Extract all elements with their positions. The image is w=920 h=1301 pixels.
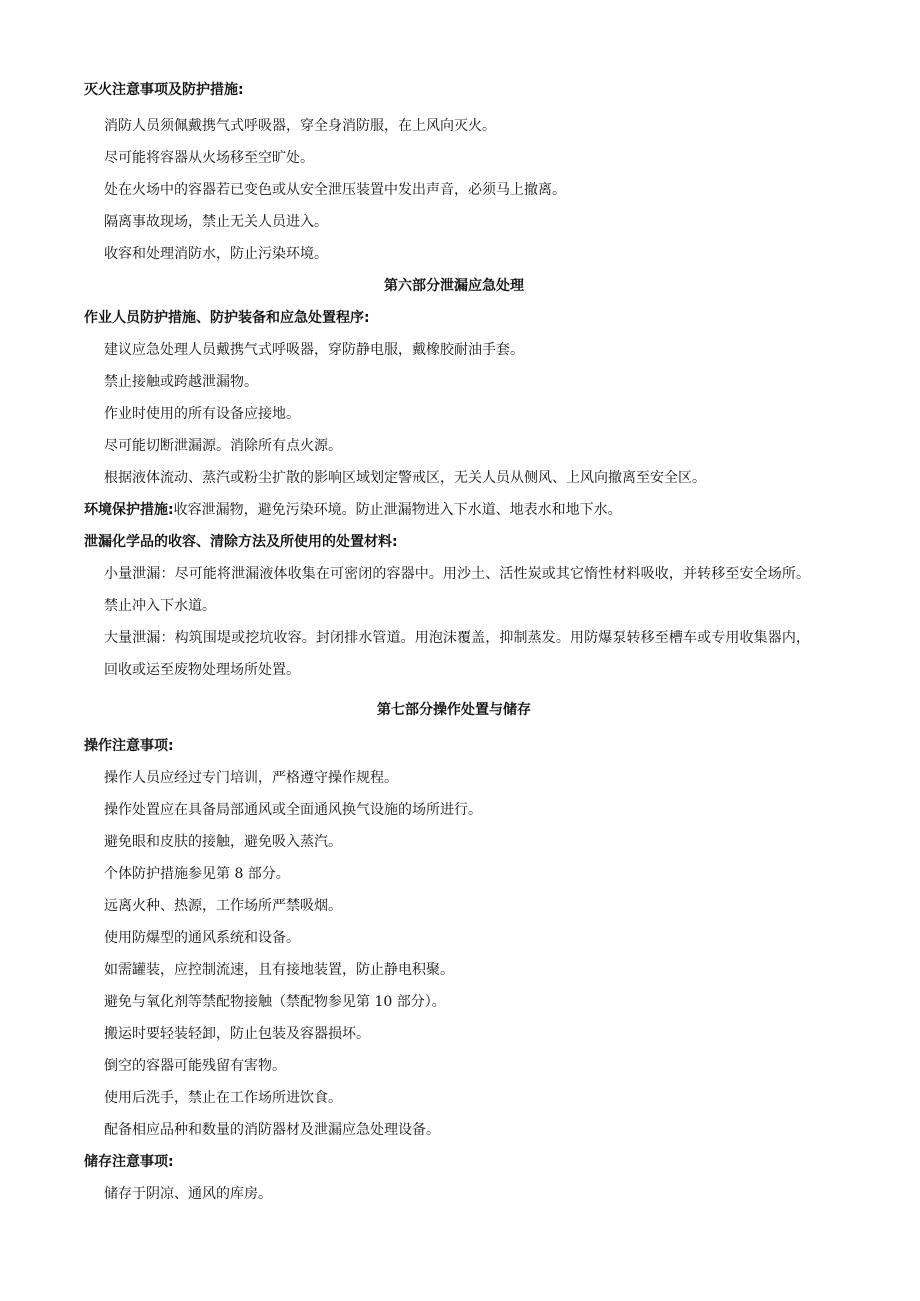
small-spill-paragraph: 小量泄漏：尽可能将泄漏液体收集在可密闭的容器中。用沙土、活性炭或其它惰性材料吸收，并转移至安全场所。禁止冲入下水道。 — [104, 566, 810, 614]
personnel-item: 根据液体流动、蒸汽或粉尘扩散的影响区域划定警戒区，无关人员从侧风、上风向撤离至安全区。 — [104, 470, 706, 486]
operation-item: 个体防护措施参见第 8 部分。 — [104, 866, 290, 882]
storage-precautions-heading: 储存注意事项: — [84, 1154, 174, 1170]
operation-item: 操作人员应经过专门培训，严格遵守操作规程。 — [104, 770, 398, 786]
environment-protection-label: 环境保护措施: — [84, 502, 174, 518]
fire-item: 处在火场中的容器若已变色或从安全泄压装置中发出声音，必须马上撤离。 — [104, 182, 566, 198]
environment-protection — [84, 494, 824, 526]
large-spill-paragraph: 大量泄漏：构筑围堤或挖坑收容。封闭排水管道。用泡沫覆盖，抑制蒸发。用防爆泵转移至槽车或专用收集器内，回收或运至废物处理场所处置。 — [104, 630, 810, 678]
operation-item: 远离火种、热源，工作场所严禁吸烟。 — [104, 898, 342, 914]
operation-item: 如需罐装，应控制流速，且有接地装置，防止静电积聚。 — [104, 962, 454, 978]
fire-precautions-heading: 灭火注意事项及防护措施: — [84, 82, 244, 98]
cleanup-methods-heading: 泄漏化学品的收容、清除方法及所使用的处置材料: — [84, 534, 398, 550]
operation-item: 避免眼和皮肤的接触，避免吸入蒸汽。 — [104, 834, 342, 850]
personnel-item: 建议应急处理人员戴携气式呼吸器，穿防静电服，戴橡胶耐油手套。 — [104, 342, 524, 358]
operation-item: 搬运时要轻装轻卸，防止包装及容器损坏。 — [104, 1026, 370, 1042]
storage-item: 储存于阴凉、通风的库房。 — [104, 1186, 272, 1202]
environment-protection-text: 收容泄漏物，避免污染环境。防止泄漏物进入下水道、地表水和地下水。 — [173, 502, 622, 518]
operation-item: 倒空的容器可能残留有害物。 — [104, 1058, 286, 1074]
operation-item: 避免与氧化剂等禁配物接触（禁配物参见第 10 部分）。 — [104, 994, 446, 1010]
operation-item: 配备相应品种和数量的消防器材及泄漏应急处理设备。 — [104, 1122, 440, 1138]
personnel-protection-heading: 作业人员防护措施、防护装备和应急处置程序: — [84, 310, 370, 326]
operation-precautions-heading: 操作注意事项: — [84, 738, 174, 754]
fire-item: 收容和处理消防水，防止污染环境。 — [104, 246, 328, 262]
operation-item: 使用防爆型的通风系统和设备。 — [104, 930, 300, 946]
fire-item: 消防人员须佩戴携气式呼吸器，穿全身消防服，在上风向灭火。 — [104, 118, 496, 134]
personnel-item: 作业时使用的所有设备应接地。 — [104, 406, 300, 422]
personnel-item: 尽可能切断泄漏源。消除所有点火源。 — [104, 438, 342, 454]
personnel-item: 禁止接触或跨越泄漏物。 — [104, 374, 258, 390]
operation-item: 操作处置应在具备局部通风或全面通风换气设施的场所进行。 — [104, 802, 482, 818]
operation-item: 使用后洗手，禁止在工作场所进饮食。 — [104, 1090, 342, 1106]
document-page — [84, 74, 824, 1210]
section-6-title: 第六部分泄漏应急处理 — [384, 278, 524, 294]
fire-item: 隔离事故现场，禁止无关人员进入。 — [104, 214, 328, 230]
fire-item: 尽可能将容器从火场移至空旷处。 — [104, 150, 314, 166]
section-7-title: 第七部分操作处置与储存 — [377, 702, 531, 718]
